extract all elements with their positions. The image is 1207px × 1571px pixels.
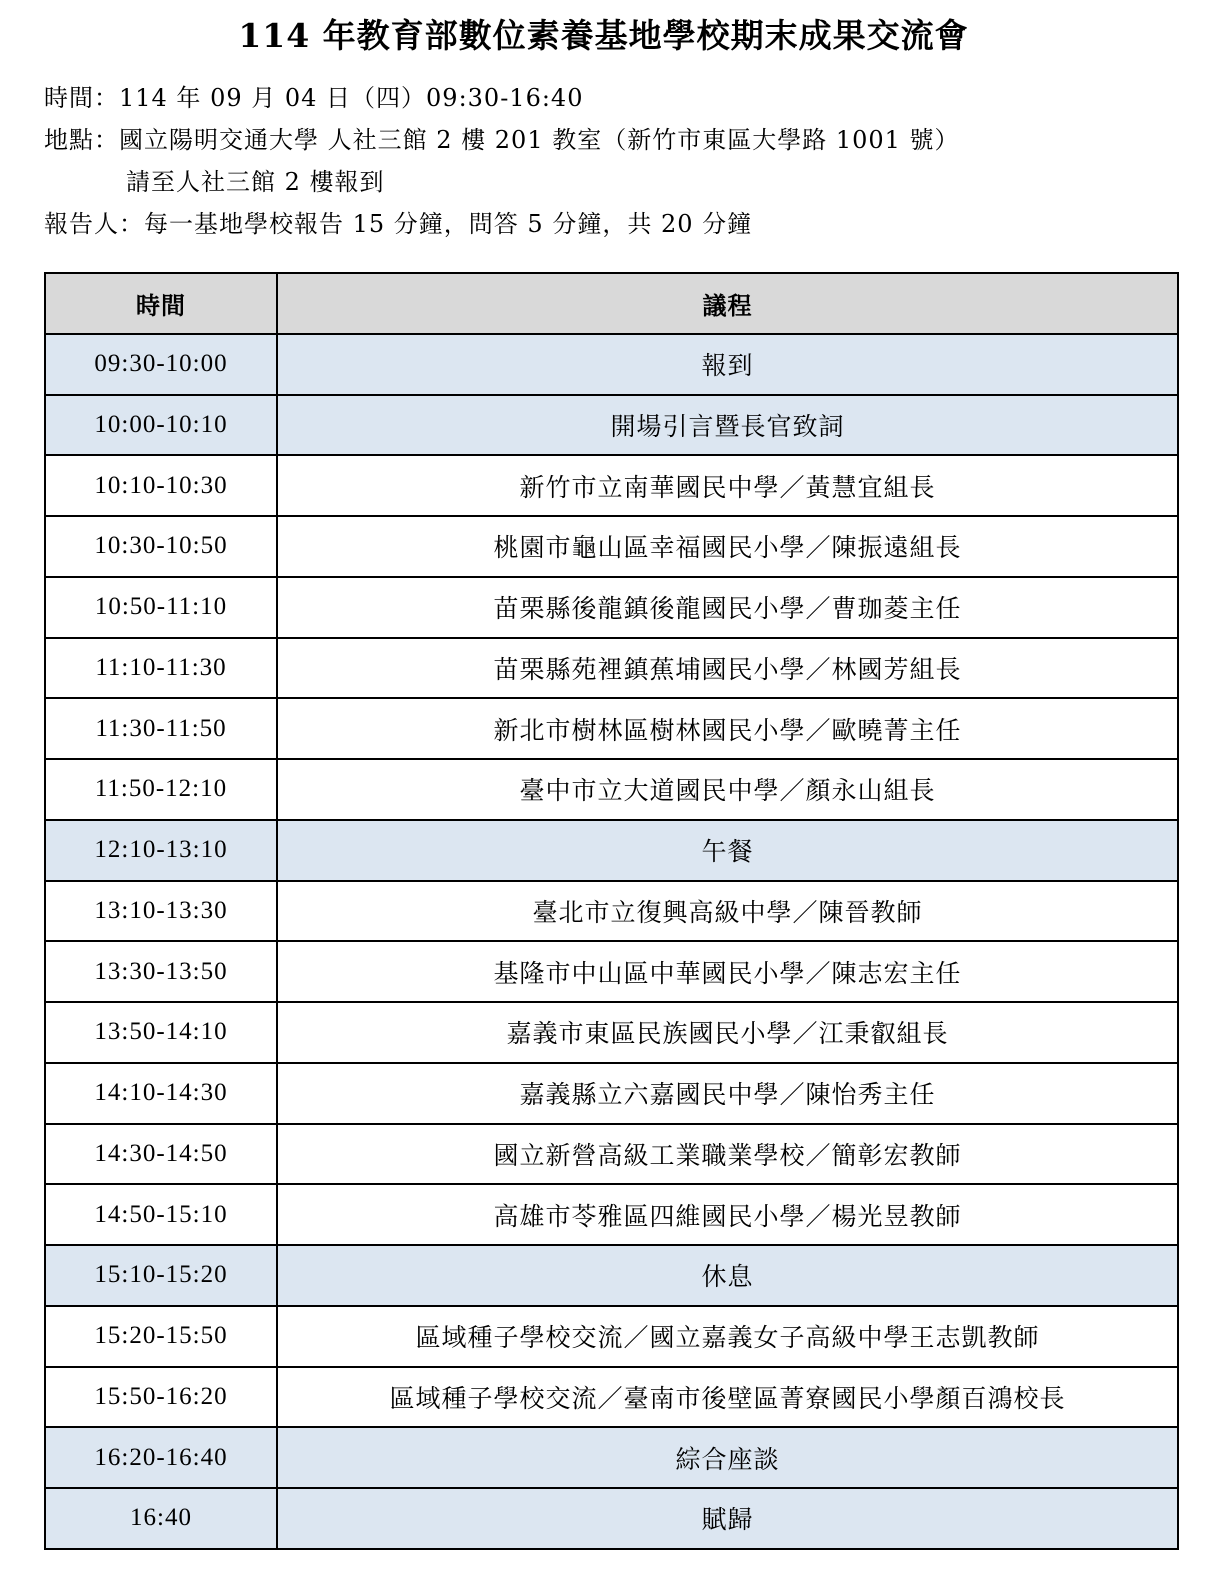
time-cell: 11:50-12:10 [45, 759, 277, 820]
time-cell: 10:10-10:30 [45, 455, 277, 516]
header-agenda: 議程 [277, 273, 1178, 334]
event-time: 時間：114 年 09 月 04 日（四）09:30-16:40 [44, 84, 584, 112]
table-header-row [45, 273, 1178, 334]
table-row [45, 516, 1178, 577]
time-cell: 13:10-13:30 [45, 881, 277, 942]
table-row [45, 1184, 1178, 1245]
agenda-cell: 報到 [277, 334, 1178, 395]
time-cell: 15:10-15:20 [45, 1245, 277, 1306]
time-cell: 14:30-14:50 [45, 1124, 277, 1185]
time-cell: 15:20-15:50 [45, 1306, 277, 1367]
header-time: 時間 [45, 273, 277, 334]
time-cell: 16:20-16:40 [45, 1427, 277, 1488]
time-cell: 14:50-15:10 [45, 1184, 277, 1245]
time-cell: 16:40 [45, 1488, 277, 1549]
table-row [45, 1306, 1178, 1367]
agenda-table [44, 272, 1179, 1550]
agenda-cell: 國立新營高級工業職業學校／簡彰宏教師 [277, 1124, 1178, 1185]
table-row [45, 1124, 1178, 1185]
agenda-cell: 新竹市立南華國民中學／黃慧宜組長 [277, 455, 1178, 516]
table-row [45, 395, 1178, 456]
agenda-cell: 開場引言暨長官致詞 [277, 395, 1178, 456]
agenda-cell: 嘉義市東區民族國民小學／江秉叡組長 [277, 1002, 1178, 1063]
agenda-cell: 嘉義縣立六嘉國民中學／陳怡秀主任 [277, 1063, 1178, 1124]
time-cell: 15:50-16:20 [45, 1367, 277, 1428]
table-row [45, 820, 1178, 881]
agenda-cell: 苗栗縣後龍鎮後龍國民小學／曹珈菱主任 [277, 577, 1178, 638]
agenda-cell: 苗栗縣苑裡鎮蕉埔國民小學／林國芳組長 [277, 638, 1178, 699]
table-row [45, 1002, 1178, 1063]
time-cell: 10:50-11:10 [45, 577, 277, 638]
table-row [45, 1245, 1178, 1306]
table-row [45, 638, 1178, 699]
time-cell: 13:50-14:10 [45, 1002, 277, 1063]
agenda-cell: 桃園市龜山區幸福國民小學／陳振遠組長 [277, 516, 1178, 577]
time-cell: 14:10-14:30 [45, 1063, 277, 1124]
table-row [45, 455, 1178, 516]
table-row [45, 698, 1178, 759]
agenda-cell: 賦歸 [277, 1488, 1178, 1549]
agenda-cell: 臺北市立復興高級中學／陳晉教師 [277, 881, 1178, 942]
time-cell: 11:10-11:30 [45, 638, 277, 699]
time-cell: 10:00-10:10 [45, 395, 277, 456]
agenda-cell: 高雄市苓雅區四維國民小學／楊光昱教師 [277, 1184, 1178, 1245]
agenda-cell: 新北市樹林區樹林國民小學／歐曉菁主任 [277, 698, 1178, 759]
time-cell: 10:30-10:50 [45, 516, 277, 577]
table-row [45, 759, 1178, 820]
table-row [45, 1488, 1178, 1549]
agenda-cell: 臺中市立大道國民中學／顏永山組長 [277, 759, 1178, 820]
table-row [45, 1427, 1178, 1488]
table-row [45, 1063, 1178, 1124]
checkin-note: 請至人社三館 2 樓報到 [126, 168, 385, 196]
event-location: 地點：國立陽明交通大學 人社三館 2 樓 201 教室（新竹市東區大學路 1001 號） [44, 126, 960, 154]
agenda-cell: 區域種子學校交流／臺南市後壁區菁寮國民小學顏百鴻校長 [277, 1367, 1178, 1428]
presenter-note: 報告人：每一基地學校報告 15 分鐘，問答 5 分鐘，共 20 分鐘 [44, 210, 753, 238]
time-cell: 11:30-11:50 [45, 698, 277, 759]
time-cell: 12:10-13:10 [45, 820, 277, 881]
agenda-cell: 綜合座談 [277, 1427, 1178, 1488]
page-title: 114 年教育部數位素養基地學校期末成果交流會 [238, 16, 969, 55]
table-row [45, 1367, 1178, 1428]
time-cell: 09:30-10:00 [45, 334, 277, 395]
table-row [45, 941, 1178, 1002]
time-cell: 13:30-13:50 [45, 941, 277, 1002]
table-row [45, 334, 1178, 395]
table-row [45, 881, 1178, 942]
agenda-cell: 基隆市中山區中華國民小學／陳志宏主任 [277, 941, 1178, 1002]
agenda-cell: 午餐 [277, 820, 1178, 881]
agenda-body [45, 334, 1178, 1549]
table-row [45, 577, 1178, 638]
agenda-cell: 休息 [277, 1245, 1178, 1306]
agenda-cell: 區域種子學校交流／國立嘉義女子高級中學王志凱教師 [277, 1306, 1178, 1367]
